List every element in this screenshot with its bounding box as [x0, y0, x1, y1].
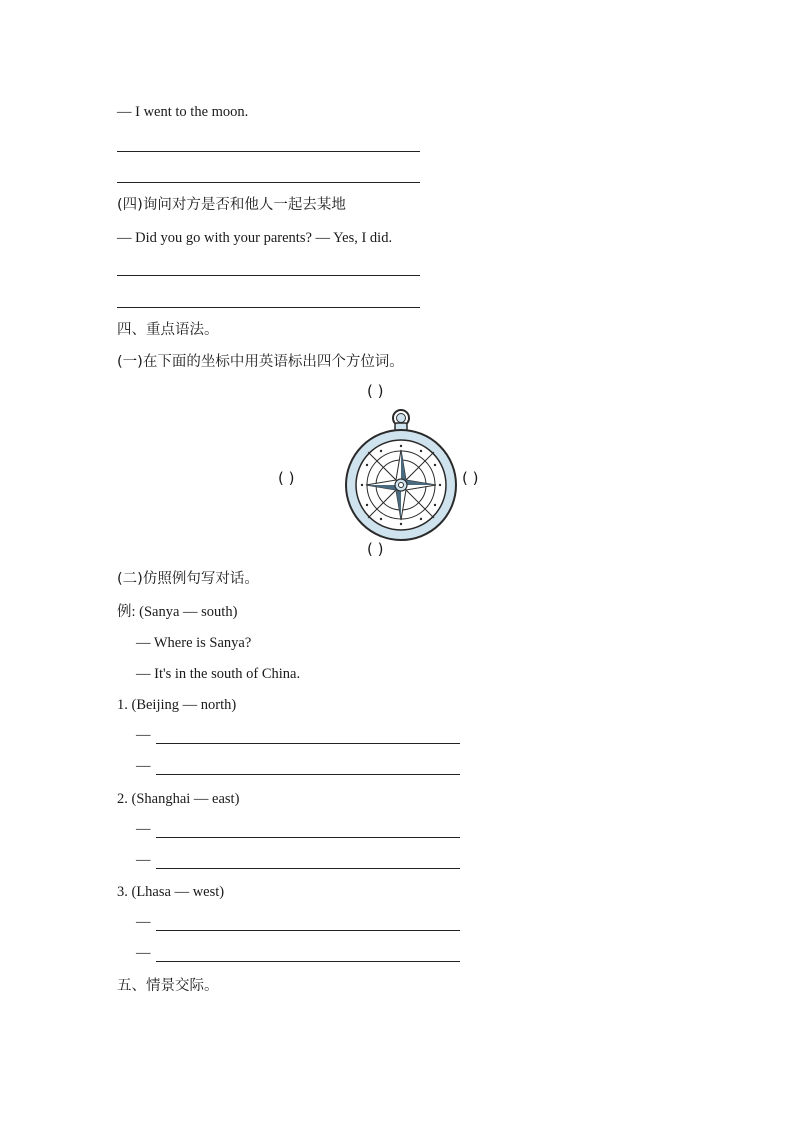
dash: —	[136, 727, 151, 743]
section5-title: 五、情景交际。	[117, 978, 219, 994]
sub1-title: (一)在下面的坐标中用英语标出四个方位词。	[117, 354, 404, 370]
sub2-title: (二)仿照例句写对话。	[117, 571, 259, 587]
dash: —	[136, 852, 151, 868]
dash: —	[136, 758, 151, 774]
paren-right[interactable]: ( )	[462, 469, 479, 487]
answer-line[interactable]	[156, 837, 460, 838]
sub4-example: — Did you go with your parents? — Yes, I did.	[117, 230, 393, 246]
answer-line[interactable]	[156, 774, 460, 775]
answer-line[interactable]	[117, 307, 420, 308]
example-answer: — It's in the south of China.	[136, 666, 301, 682]
section4-title: 四、重点语法。	[117, 322, 219, 338]
answer-line[interactable]	[156, 743, 460, 744]
paren-bottom[interactable]: ( )	[367, 540, 384, 558]
paren-top[interactable]: ( )	[367, 382, 384, 400]
answer-line[interactable]	[156, 961, 460, 962]
sub4-title: (四)询问对方是否和他人一起去某地	[117, 197, 346, 213]
paren-left[interactable]: ( )	[278, 469, 295, 487]
answer-line[interactable]	[156, 868, 460, 869]
dash: —	[136, 914, 151, 930]
compass-icon	[340, 405, 462, 545]
dash: —	[136, 945, 151, 961]
item-label: 2. (Shanghai — east)	[117, 791, 240, 807]
answer-line[interactable]	[117, 151, 420, 152]
dash: —	[136, 821, 151, 837]
item-label: 3. (Lhasa — west)	[117, 884, 225, 900]
example-label: 例: (Sanya — south)	[117, 604, 238, 620]
answer-moon: — I went to the moon.	[117, 104, 249, 120]
example-question: — Where is Sanya?	[136, 635, 252, 651]
item-label: 1. (Beijing — north)	[117, 697, 237, 713]
answer-line[interactable]	[156, 930, 460, 931]
answer-line[interactable]	[117, 275, 420, 276]
answer-line[interactable]	[117, 182, 420, 183]
